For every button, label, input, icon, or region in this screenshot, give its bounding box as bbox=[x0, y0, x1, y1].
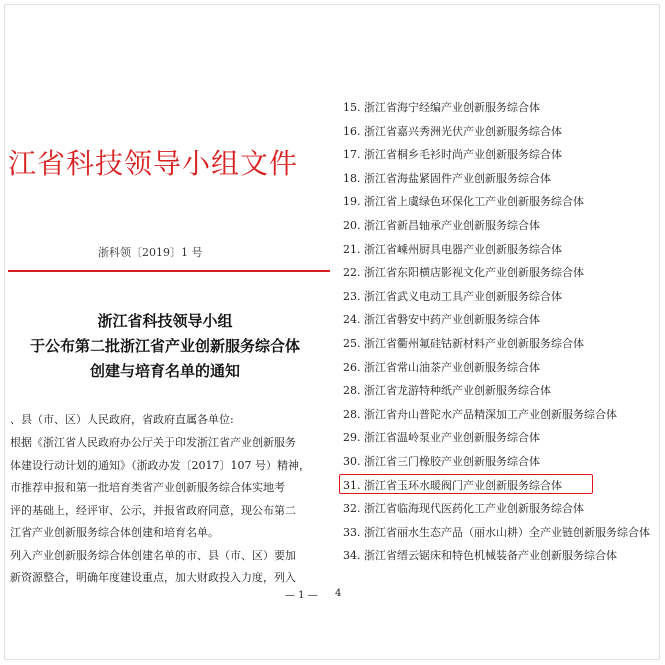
salutation: 、县（市、区）人民政府，省政府直属各单位: bbox=[10, 413, 234, 426]
list-item: 26. 浙江省常山油茶产业创新服务综合体 bbox=[343, 360, 540, 374]
body-line: 新资源整合，明确年度建设重点，加大财政投入力度，列入 bbox=[10, 571, 296, 584]
document-header: 江省科技领导小组文件 bbox=[8, 147, 299, 180]
list-item: 15. 浙江省海宁经编产业创新服务综合体 bbox=[343, 101, 540, 114]
list-item: 17. 浙江省桐乡毛衫时尚产业创新服务综合体 bbox=[343, 148, 562, 162]
list-item: 28. 浙江省舟山普陀水产品精深加工产业创新服务综合体 bbox=[343, 407, 617, 421]
document-number: 浙科领〔2019〕1 号 bbox=[98, 246, 203, 259]
red-divider bbox=[8, 270, 330, 272]
body-line: 列入产业创新服务综合体创建名单的市、县（市、区）要加 bbox=[10, 548, 296, 562]
page-number-left: — 1 — bbox=[285, 590, 318, 601]
list-item: 19. 浙江省上虞绿色环保化工产业创新服务综合体 bbox=[343, 195, 584, 209]
highlight-box bbox=[339, 474, 593, 494]
title-line-2: 于公布第二批浙江省产业创新服务综合体 bbox=[29, 337, 300, 355]
body-text bbox=[10, 432, 330, 590]
body-line: 市推荐申报和第一批培育类省产业创新服务综合体实地考 bbox=[10, 481, 285, 494]
list-item: 16. 浙江省嘉兴秀洲光伏产业创新服务综合体 bbox=[343, 124, 562, 138]
list-item: 20. 浙江省新昌轴承产业创新服务综合体 bbox=[343, 218, 540, 232]
composite-list bbox=[343, 96, 665, 568]
list-item-highlighted: 31. 浙江省玉环水暖阀门产业创新服务综合体 bbox=[343, 478, 562, 492]
list-item: 30. 浙江省三门橡胶产业创新服务综合体 bbox=[343, 454, 540, 468]
list-item: 32. 浙江省临海现代医药化工产业创新服务综合体 bbox=[343, 502, 584, 516]
list-item: 28. 浙江省龙游特种纸产业创新服务综合体 bbox=[343, 384, 551, 398]
list-item: 18. 浙江省海盐紧固件产业创新服务综合体 bbox=[343, 171, 551, 185]
list-item: 22. 浙江省东阳横店影视文化产业创新服务综合体 bbox=[343, 266, 584, 280]
list-item: 25. 浙江省衢州氟硅钴新材料产业创新服务综合体 bbox=[343, 336, 584, 350]
body-line: 评的基础上，经评审、公示，并报省政府同意，现公布第二 bbox=[10, 503, 296, 517]
title-line-3: 创建与培育名单的通知 bbox=[89, 362, 240, 380]
list-item: 34. 浙江省缙云锯床和特色机械装备产业创新服务综合体 bbox=[343, 549, 617, 563]
left-page bbox=[0, 0, 330, 665]
list-item: 23. 浙江省武义电动工具产业创新服务综合体 bbox=[343, 289, 562, 303]
list-item: 33. 浙江省丽水生态产品（丽水山耕）全产业链创新服务综合体 bbox=[343, 525, 650, 539]
body-line: 体建设行动计划的通知》（浙政办发〔2017〕107 号）精神， bbox=[10, 458, 310, 472]
list-item: 29. 浙江省温岭泵业产业创新服务综合体 bbox=[343, 431, 540, 445]
right-page bbox=[335, 0, 665, 665]
title-line-1: 浙江省科技领导小组 bbox=[97, 312, 233, 330]
notice-title bbox=[0, 309, 330, 384]
body-line: 根据《浙江省人民政府办公厅关于印发浙江省产业创新服务 bbox=[10, 436, 296, 449]
page-number-right: 4 bbox=[335, 588, 342, 599]
list-item: 24. 浙江省磐安中药产业创新服务综合体 bbox=[343, 313, 540, 327]
body-line: 江省产业创新服务综合体创建和培育名单。 bbox=[10, 526, 219, 539]
list-item: 21. 浙江省嵊州厨具电器产业创新服务综合体 bbox=[343, 242, 562, 256]
